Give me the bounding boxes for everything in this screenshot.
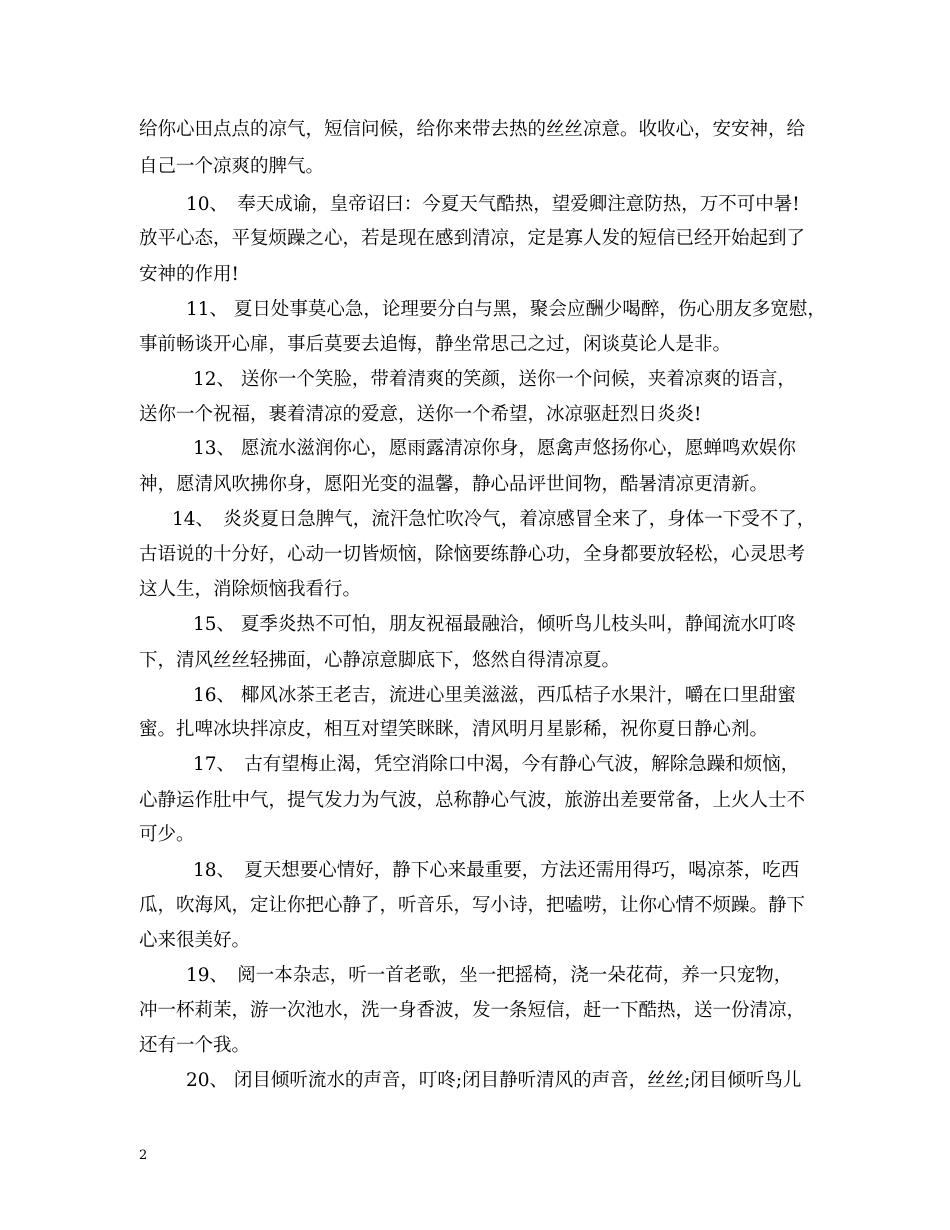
text-line: 14、 炎炎夏日急脾气，流汗急忙吹冷气，着凉感冒全来了，身体一下受不了， bbox=[172, 509, 816, 530]
text-line: 可少。 bbox=[139, 824, 195, 845]
text-line: 神，愿清风吹拂你身，愿阳光变的温馨，静心品评世间物，酷暑清凉更清新。 bbox=[139, 474, 769, 495]
text-line: 事前畅谈开心扉，事后莫要去追悔，静坐常思己之过，闲谈莫论人是非。 bbox=[139, 334, 732, 355]
text-line: 这人生，消除烦恼我看行。 bbox=[139, 579, 362, 600]
text-line: 自己一个凉爽的脾气。 bbox=[139, 156, 325, 177]
text-line: 古语说的十分好，心动一切皆烦恼，除恼要练静心功，全身都要放轻松，心灵思考 bbox=[139, 544, 806, 565]
text-line: 放平心态，平复烦躁之心，若是现在感到清凉，定是寡人发的短信已经开始起到了 bbox=[139, 228, 806, 249]
text-line: 还有一个我。 bbox=[139, 1035, 251, 1056]
text-line: 蜜。扎啤冰块拌凉皮，相互对望笑眯眯，清风明月星影稀，祝你夏日静心剂。 bbox=[139, 719, 769, 740]
text-line: 心来很美好。 bbox=[139, 930, 251, 951]
text-line: 送你一个祝福，裹着清凉的爱意，送你一个希望，冰凉驱赶烈日炎炎! bbox=[139, 404, 702, 425]
text-line: 心静运作肚中气，提气发力为气波，总称静心气波，旅游出差要常备，上火人士不 bbox=[139, 790, 806, 811]
text-line: 11、 夏日处事莫心急，论理要分白与黑，聚会应酬少喝醉，伤心朋友多宽慰， bbox=[186, 299, 826, 320]
text-line: 冲一杯莉茉，游一次池水，洗一身香波，发一条短信，赶一下酷热，送一份清凉， bbox=[139, 1000, 806, 1021]
text-line: 下，清风丝丝轻拂面，心静凉意脚底下，悠然自得清凉夏。 bbox=[139, 650, 621, 671]
text-line: 10、 奉天成谕，皇帝诏曰：今夏天气酷热，望爱卿注意防热，万不可中暑! bbox=[186, 194, 800, 215]
text-line: 15、 夏季炎热不可怕，朋友祝福最融洽，倾听鸟儿枝头叫，静闻流水叮咚 bbox=[193, 614, 796, 635]
page-number: 2 bbox=[139, 1148, 148, 1163]
text-line: 瓜，吹海风，定让你把心静了，听音乐，写小诗，把嗑唠，让你心情不烦躁。静下 bbox=[139, 895, 806, 916]
text-line: 17、 古有望梅止渴，凭空消除口中渴，今有静心气波，解除急躁和烦恼， bbox=[193, 754, 800, 775]
text-line: 13、 愿流水滋润你心，愿雨露清凉你身，愿禽声悠扬你心，愿蝉鸣欢娱你 bbox=[193, 438, 796, 459]
text-line: 16、 椰风冰茶王老吉，流进心里美滋滋，西瓜桔子水果汁，嚼在口里甜蜜 bbox=[193, 685, 796, 706]
text-line: 20、 闭目倾听流水的声音，叮咚;闭目静听清风的声音，丝丝;闭目倾听鸟儿 bbox=[186, 1070, 802, 1091]
text-line: 18、 夏天想要心情好，静下心来最重要，方法还需用得巧，喝凉茶，吃西 bbox=[193, 860, 800, 881]
text-line: 安神的作用! bbox=[139, 264, 239, 285]
text-line: 给你心田点点的凉气，短信问候，给你来带去热的丝丝凉意。收收心，安安神，给 bbox=[139, 119, 806, 140]
text-line: 19、 阅一本杂志，听一首老歌，坐一把摇椅，浇一朵花荷，养一只宠物， bbox=[186, 965, 793, 986]
text-line: 12、 送你一个笑脸，带着清爽的笑颜，送你一个问候，夹着凉爽的语言， bbox=[193, 369, 796, 390]
